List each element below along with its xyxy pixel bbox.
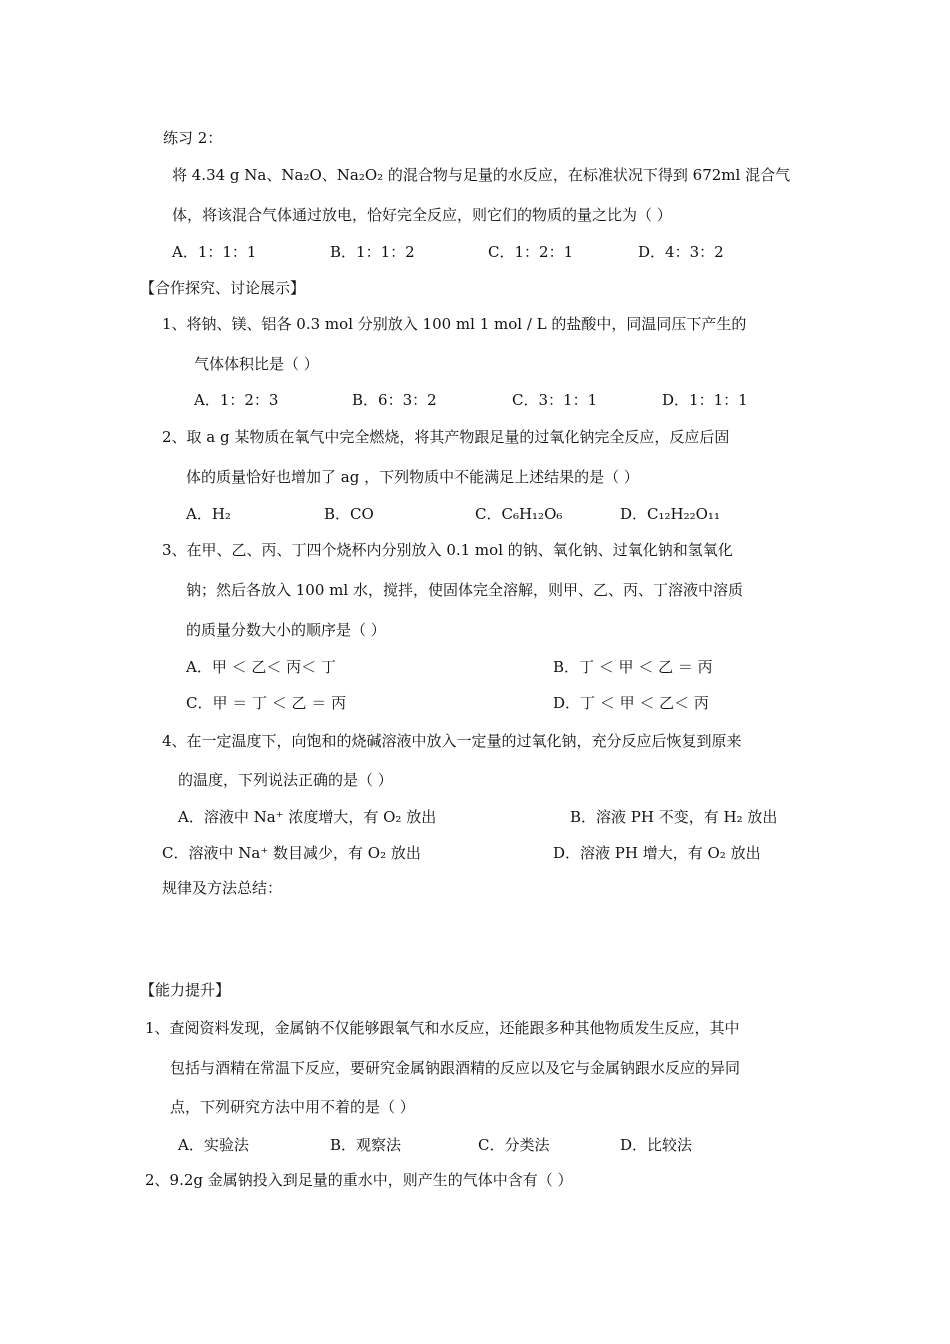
coop-q3-line1: 3、在甲、乙、丙、丁四个烧杯内分别放入 0.1 mol 的钠、氧化钠、过氧化钠和氢氧化 [162,541,733,559]
coop-q2-option-b: B．CO [324,505,374,523]
coop-q2-line1: 2、取 a g 某物质在氧气中完全燃烧，将其产物跟足量的过氧化钠完全反应，反应后固 [162,428,730,446]
coop-q1-option-d: D．1：1：1 [662,391,748,409]
coop-q3-option-b: B．丁 ＜ 甲 ＜ 乙 ＝ 丙 [553,658,713,676]
coop-q2-option-c: C．C₆H₁₂O₆ [475,505,563,523]
coop-q1-line1: 1、将钠、镁、铝各 0.3 mol 分别放入 100 ml 1 mol / L 的盐酸中，同温同压下产生的 [162,315,747,333]
coop-q3-line2: 钠；然后各放入 100 ml 水，搅拌，使固体完全溶解，则甲、乙、丙、丁溶液中溶质 [186,581,743,599]
ability-q1-option-c: C．分类法 [478,1136,550,1154]
ability-q1-option-a: A．实验法 [178,1136,249,1154]
coop-q4-option-a: A．溶液中 Na⁺ 浓度增大，有 O₂ 放出 [178,808,437,826]
practice-option-a: A．1：1：1 [172,243,257,261]
ability-q1-option-d: D．比较法 [620,1136,693,1154]
ability-q1-line2: 包括与酒精在常温下反应，要研究金属钠跟酒精的反应以及它与金属钠跟水反应的异同 [170,1059,741,1077]
coop-q1-option-c: C．3：1：1 [512,391,598,409]
summary-label: 规律及方法总结： [162,879,283,897]
coop-q1-option-b: B．6：3：2 [352,391,437,409]
ability-q1-line1: 1、查阅资料发现，金属钠不仅能够跟氧气和水反应，还能跟多种其他物质发生反应，其中 [145,1019,740,1037]
coop-q2-option-a: A．H₂ [186,505,231,523]
practice-option-c: C．1：2：1 [488,243,574,261]
coop-q2-line2: 体的质量恰好也增加了 ag ，下列物质中不能满足上述结果的是（ ） [186,468,639,486]
coop-q1-option-a: A．1：2：3 [194,391,279,409]
coop-q4-option-c: C．溶液中 Na⁺ 数目减少，有 O₂ 放出 [162,844,421,862]
section-heading-ability: 【能力提升】 [140,981,231,999]
coop-q1-line2: 气体体积比是（ ） [194,355,319,373]
coop-q3-option-c: C．甲 ＝ 丁 ＜ 乙 ＝ 丙 [186,694,347,712]
coop-q4-option-d: D．溶液 PH 增大，有 O₂ 放出 [553,844,761,862]
coop-q3-option-a: A．甲 ＜ 乙＜ 丙＜ 丁 [186,658,336,676]
section-heading-coop: 【合作探究、讨论展示】 [140,279,306,297]
practice-question-line1: 将 4.34 g Na、Na₂O、Na₂O₂ 的混合物与足量的水反应，在标准状况下得到 672ml 混合气 [172,166,791,184]
ability-q1-line3: 点，下列研究方法中用不着的是（ ） [170,1098,415,1116]
practice-option-b: B．1：1：2 [330,243,415,261]
coop-q2-option-d: D．C₁₂H₂₂O₁₁ [620,505,720,523]
coop-q4-line2: 的温度，下列说法正确的是（ ） [178,771,393,789]
practice-title: 练习 2： [163,129,223,147]
ability-q1-option-b: B．观察法 [330,1136,402,1154]
coop-q4-option-b: B．溶液 PH 不变，有 H₂ 放出 [570,808,778,826]
ability-q2: 2、9.2g 金属钠投入到足量的重水中，则产生的气体中含有（ ） [145,1171,573,1189]
practice-question-line2: 体，将该混合气体通过放电，恰好完全反应，则它们的物质的量之比为（ ） [172,206,672,224]
coop-q3-option-d: D．丁 ＜ 甲 ＜ 乙＜ 丙 [553,694,709,712]
coop-q3-line3: 的质量分数大小的顺序是（ ） [186,621,386,639]
practice-option-d: D．4：3：2 [638,243,724,261]
coop-q4-line1: 4、在一定温度下，向饱和的烧碱溶液中放入一定量的过氧化钠，充分反应后恢复到原来 [162,732,742,750]
